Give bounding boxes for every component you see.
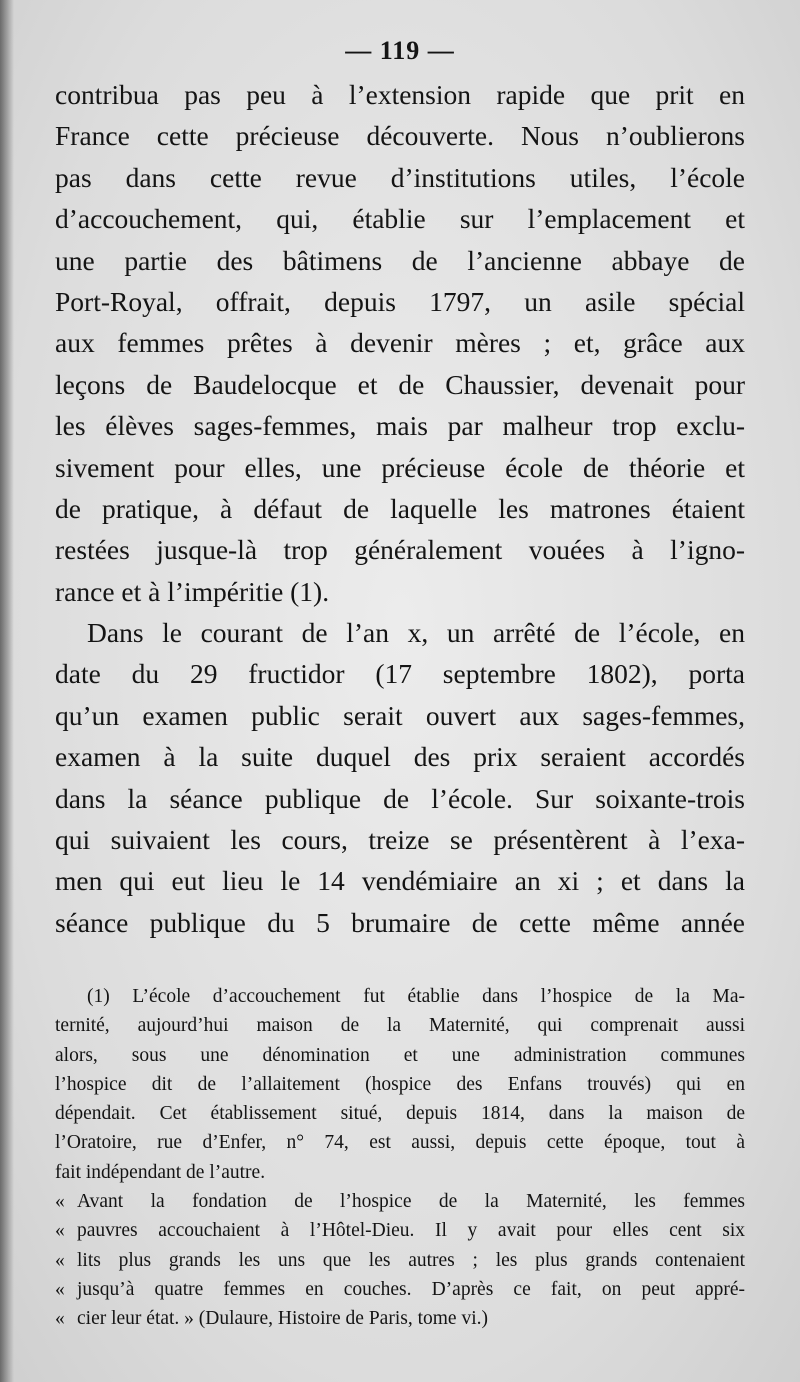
text-line: les élèves sages-femmes, mais par malheur trop exclu- — [55, 410, 745, 442]
quote-mark: « — [55, 1278, 65, 1300]
quote-text: cier leur état. » (Dulaure, Histoire de Paris, tome vi.) — [77, 1308, 488, 1330]
footnote-line: fait indépendant de l’autre. — [55, 1161, 266, 1183]
text-line: qui suivaient les cours, treize se présentèrent à l’exa- — [55, 824, 745, 856]
text-line: pas dans cette revue d’institutions utiles, l’école — [55, 161, 745, 193]
text-line: restées jusque-là trop généralement vouées à l’igno- — [55, 534, 745, 566]
quote-text: jusqu’à quatre femmes en couches. D’après ce fait, on peut appré- — [77, 1278, 745, 1300]
footnote — [55, 982, 745, 1334]
text-line: Dans le courant de l’an x, un arrêté de l’école, en — [87, 617, 745, 649]
quote-text: Avant la fondation de l’hospice de la Maternité, les femmes — [77, 1191, 745, 1213]
page-binding-shadow — [0, 0, 14, 1382]
text-line: une partie des bâtimens de l’ancienne abbaye de — [55, 244, 745, 276]
text-line: date du 29 fructidor (17 septembre 1802), porta — [55, 658, 745, 690]
quote-line — [55, 1187, 745, 1216]
footnote-line: dépendait. Cet établissement situé, depuis 1814, dans la maison de — [55, 1103, 745, 1125]
text-line: leçons de Baudelocque et de Chaussier, devenait pour — [55, 368, 745, 400]
text-line: Port-Royal, offrait, depuis 1797, un asile spécial — [55, 285, 745, 317]
quote-text: pauvres accouchaient à l’Hôtel-Dieu. Il y avait pour elles cent six — [77, 1220, 745, 1242]
text-line: contribua pas peu à l’extension rapide que prit en — [55, 79, 745, 110]
main-text — [55, 74, 745, 943]
quote-text: lits plus grands les uns que les autres ; les plus grands contenaient — [77, 1249, 745, 1271]
quote-mark: « — [55, 1191, 65, 1213]
text-line: men qui eut lieu le 14 vendémiaire an xi ; et dans la — [55, 865, 745, 897]
footnote-line: l’hospice dit de l’allaitement (hospice des Enfans trouvés) qui en — [55, 1073, 745, 1095]
text-line: rance et à l’impéritie (1). — [55, 575, 330, 607]
footnote-line: (1) L’école d’accouchement fut établie dans l’hospice de la Ma- — [87, 986, 745, 1007]
quote-line — [55, 1216, 745, 1245]
quote-mark: « — [55, 1220, 65, 1242]
quote-line — [55, 1246, 745, 1275]
footnote-line: l’Oratoire, rue d’Enfer, n° 74, est aussi, depuis cette époque, tout à — [55, 1132, 745, 1154]
page-number: — 119 — — [345, 36, 455, 65]
quote-line — [55, 1275, 745, 1304]
text-line: France cette précieuse découverte. Nous n’oublierons — [55, 120, 745, 152]
quote-line — [55, 1304, 745, 1333]
quote-mark: « — [55, 1308, 65, 1330]
text-line: de pratique, à défaut de laquelle les matrones étaient — [55, 492, 745, 524]
text-line: d’accouchement, qui, établie sur l’emplacement et — [55, 203, 745, 235]
text-line: aux femmes prêtes à devenir mères ; et, grâce aux — [55, 327, 745, 359]
text-line: examen à la suite duquel des prix seraient accordés — [55, 741, 745, 773]
text-line: qu’un examen public serait ouvert aux sages-femmes, — [55, 699, 745, 731]
footnote-line: alors, sous une dénomination et une administration communes — [55, 1044, 745, 1066]
text-line: sivement pour elles, une précieuse école de théorie et — [55, 451, 745, 483]
footnote-line: ternité, aujourd’hui maison de la Maternité, qui comprenait aussi — [55, 1015, 745, 1037]
text-line: séance publique du 5 brumaire de cette même année — [55, 906, 745, 938]
text-line: dans la séance publique de l’école. Sur soixante-trois — [55, 782, 745, 814]
quote-mark: « — [55, 1249, 65, 1271]
